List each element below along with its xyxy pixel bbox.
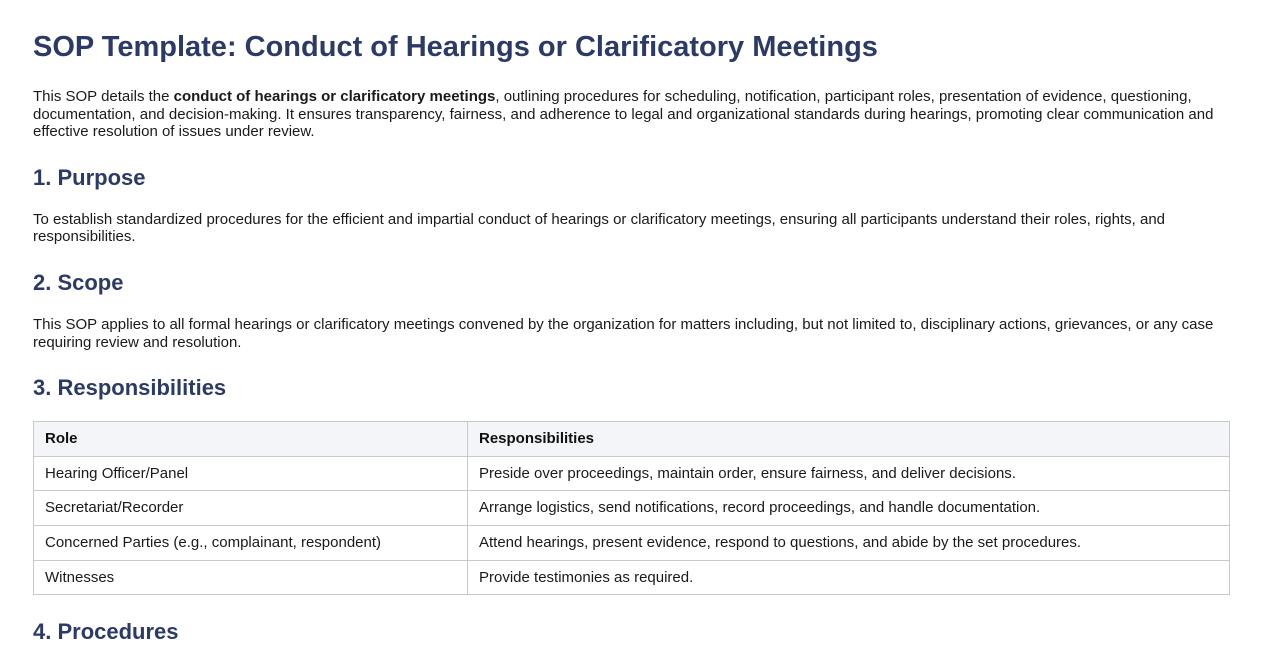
intro-text-pre: This SOP details the [33,88,174,105]
intro-text-bold: conduct of hearings or clarificatory meetings [173,88,496,105]
intro-text-post: , outlining procedures for scheduling, notification, participant roles, presentation of evidence, questioning, documentation, and decision-making. It ensures transparency, fairness, and adherence to legal and organizational standards during hearings, promoting clear communication and effective resolution of issues under review. [33,88,1214,141]
responsibilities-table [33,421,1230,595]
table-row [34,491,1230,526]
table-header-responsibilities: Responsibilities [468,422,1230,457]
page-title: SOP Template: Conduct of Hearings or Clarificatory Meetings [33,31,878,63]
table-cell-responsibilities: Attend hearings, present evidence, respond to questions, and abide by the set procedures. [468,525,1230,560]
table-header-role: Role [34,422,468,457]
table-row [34,525,1230,560]
table-cell-role: Witnesses [34,560,468,595]
table-cell-role: Hearing Officer/Panel [34,456,468,491]
table-cell-role: Secretariat/Recorder [34,491,468,526]
intro-paragraph [33,88,1230,141]
table-cell-responsibilities: Preside over proceedings, maintain order, ensure fairness, and deliver decisions. [468,456,1230,491]
section-heading-scope: 2. Scope [33,269,124,295]
scope-paragraph: This SOP applies to all formal hearings or clarificatory meetings convened by the organization for matters including, but not limited to, disciplinary actions, grievances, or any case requiring review and resolution. [33,315,1214,351]
table-header-row [34,422,1230,457]
table-cell-role: Concerned Parties (e.g., complainant, respondent) [34,525,468,560]
section-heading-responsibilities: 3. Responsibilities [33,375,227,401]
table-row [34,456,1230,491]
purpose-paragraph: To establish standardized procedures for the efficient and impartial conduct of hearings or clarificatory meetings, ensuring all participants understand their roles, rights, and responsibilities. [33,210,1166,246]
section-heading-purpose: 1. Purpose [33,164,146,190]
table-row [34,560,1230,595]
table-cell-responsibilities: Arrange logistics, send notifications, record proceedings, and handle documentation. [468,491,1230,526]
section-heading-procedures: 4. Procedures [33,619,179,645]
table-cell-responsibilities: Provide testimonies as required. [468,560,1230,595]
